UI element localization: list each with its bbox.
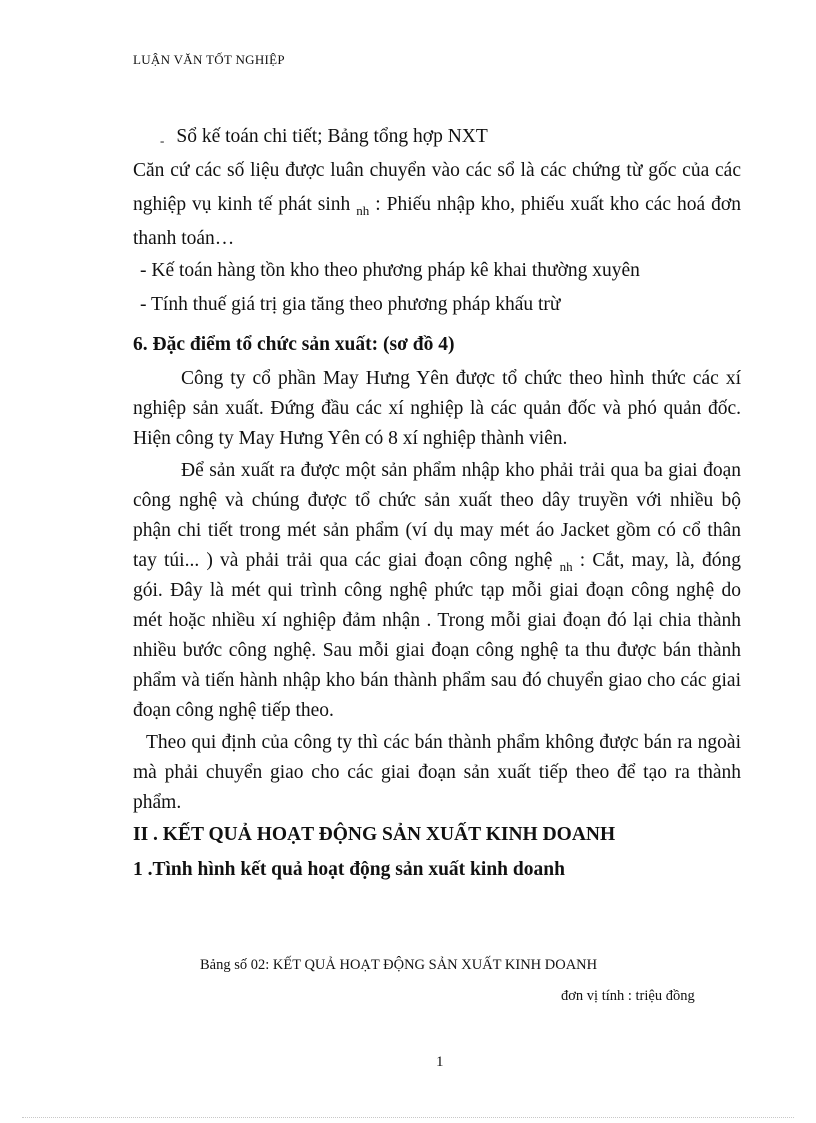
text-segment: nghiệp vụ kinh tế phát sinh — [133, 194, 357, 215]
paragraph-line: Hiện công ty May Hưng Yên có 8 xí nghiệp thành viên. — [133, 428, 568, 449]
list-item-text: Sổ kế toán chi tiết; Bảng tổng hợp NXT — [176, 126, 488, 147]
unit-note: đơn vị tính : triệu đồng — [561, 988, 695, 1004]
paragraph-line: nhiều bước công nghệ. Sau mỗi giai đoạn công nghệ ta thu được bán thành — [133, 640, 741, 661]
paragraph-line: Công ty cổ phần May Hưng Yên được tổ chức theo hình thức các xí — [181, 368, 741, 389]
paragraph-line: nghiệp sản xuất. Đứng đầu các xí nghiệp là các quản đốc và phó quản đốc. — [133, 398, 741, 419]
list-bullet: - — [160, 133, 165, 148]
paragraph-line — [133, 190, 741, 225]
paragraph-line: Để sản xuất ra được một sản phẩm nhập kho phải trải qua ba giai đoạn — [181, 460, 741, 481]
paragraph-line: gói. Đây là mét qui trình công nghệ phức tạp mỗi giai đoạn công nghệ do — [133, 580, 741, 601]
bullet-item: - Tính thuế giá trị gia tăng theo phương pháp khấu trừ — [140, 294, 561, 315]
paragraph-line: đoạn công nghệ tiếp theo. — [133, 700, 334, 721]
section-heading: 6. Đặc điểm tổ chức sản xuất: (sơ đồ 4) — [133, 334, 455, 355]
paragraph-line: thanh toán… — [133, 228, 235, 249]
paragraph-line: mét hoặc nhiều xí nghiệp đảm nhận . Trong mỗi giai đoạn đó lại chia thành — [133, 610, 741, 631]
text-segment: : Phiếu nhập kho, phiếu xuất kho các hoá đơn — [369, 194, 741, 215]
paragraph-line: công nghệ và chúng được tổ chức sản xuất theo dây truyền với nhiều bộ — [133, 490, 741, 511]
paragraph-line: Theo qui định của công ty thì các bán thành phẩm không được bán ra ngoài — [146, 732, 741, 753]
paragraph-line: Căn cứ các số liệu được luân chuyển vào các sổ là các chứng từ gốc của các — [133, 160, 741, 181]
subscript-abbrev: nh — [559, 559, 573, 574]
table-caption: Bảng số 02: KẾT QUẢ HOẠT ĐỘNG SẢN XUẤT KINH DOANH — [200, 957, 598, 973]
text-segment: tay túi... ) và phải trải qua các giai đoạn công nghệ — [133, 550, 560, 571]
page-bottom-divider — [22, 1117, 794, 1118]
section-heading: II . KẾT QUẢ HOẠT ĐỘNG SẢN XUẤT KINH DOANH — [133, 824, 616, 845]
paragraph-line: phẩm. — [133, 792, 182, 813]
paragraph-line: phận chi tiết trong mét sản phẩm (ví dụ may mét áo Jacket gồm có cổ thân — [133, 520, 741, 541]
running-header: LUẬN VĂN TỐT NGHIỆP — [133, 52, 285, 67]
subsection-heading: 1 .Tình hình kết quả hoạt động sản xuất kinh doanh — [133, 859, 565, 880]
bullet-item: - Kế toán hàng tồn kho theo phương pháp kê khai thường xuyên — [140, 260, 640, 281]
page-number: 1 — [436, 1054, 444, 1070]
text-segment: : Cắt, may, là, đóng — [572, 550, 741, 571]
list-item — [160, 122, 488, 155]
paragraph-line: phẩm và tiến hành nhập kho bán thành phẩm sau đó chuyển giao cho các giai — [133, 670, 741, 691]
paragraph-line: mà phải chuyển giao cho các giai đoạn sản xuất tiếp theo để tạo ra thành — [133, 762, 741, 783]
subscript-abbrev: nh — [356, 203, 370, 218]
